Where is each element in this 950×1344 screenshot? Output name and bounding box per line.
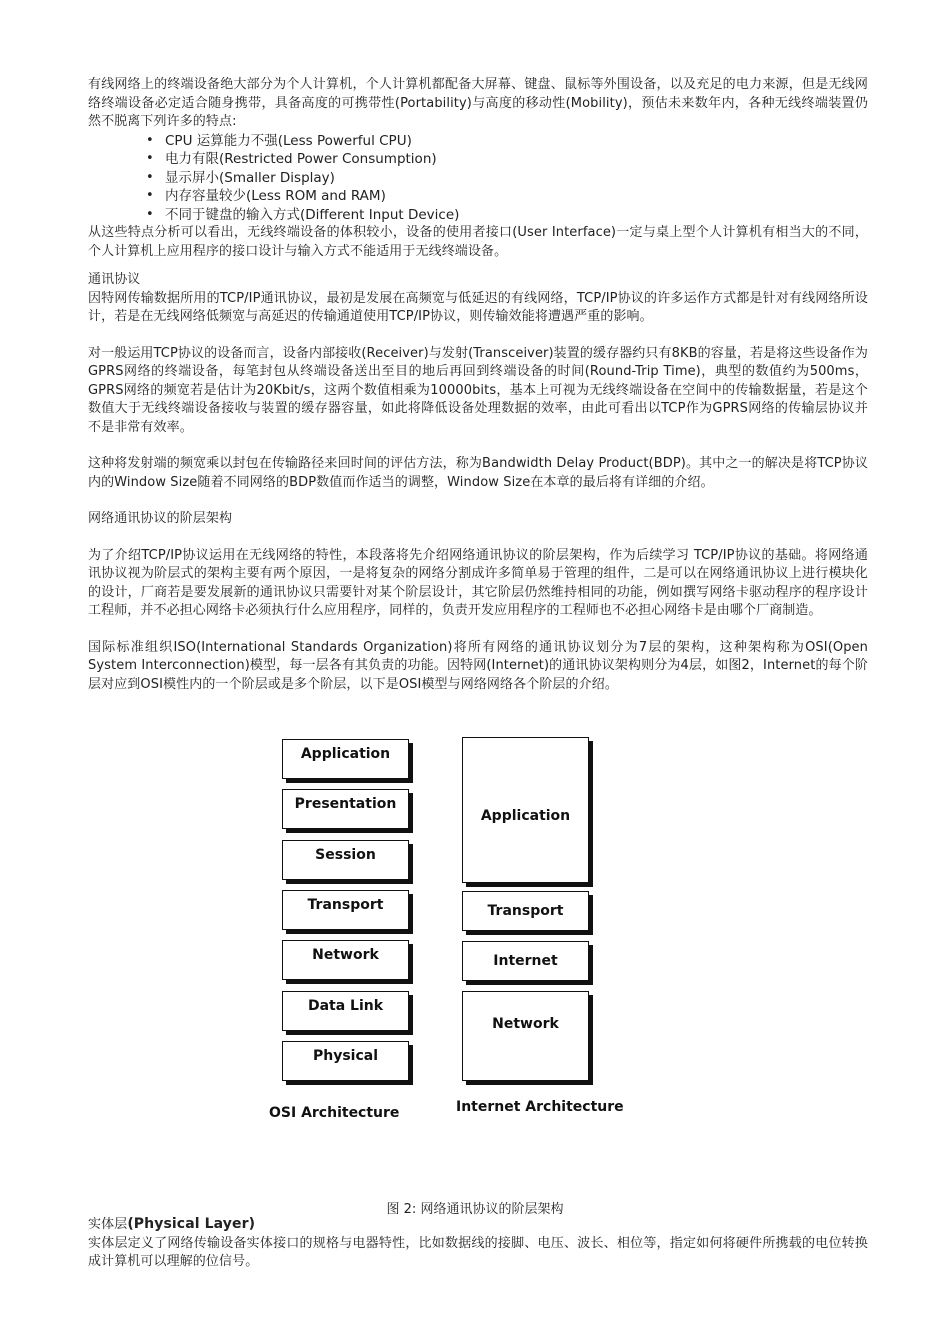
section-heading-protocol: 通讯协议	[88, 272, 141, 287]
feature-list	[88, 132, 868, 225]
intro-paragraph-2: 从这些特点分析可以看出，无线终端设备的体积较小，设备的使用者接口(User Interface)一定与桌上型个人计算机有相当大的不同，个人计算机上应用程序的接口设计与输入方式不能适用于无线终端设备。	[88, 225, 868, 259]
physical-paragraph-1: 实体层定义了网络传输设备实体接口的规格与电器特性，比如数据线的接脚、电压、波长、相位等，指定如何将硬件所携载的电位转换成计算机可以理解的位信号。	[88, 1235, 868, 1269]
internet-layer-box: Transport	[462, 891, 589, 931]
internet-architecture-label: Internet Architecture	[456, 1099, 624, 1115]
list-item: • 显示屏小(Smaller Display)	[165, 169, 868, 188]
osi-architecture-label: OSI Architecture	[269, 1105, 400, 1121]
intro-paragraph-1: 有线网络上的终端设备绝大部分为个人计算机，个人计算机都配备大屏幕、键盘、鼠标等外围设备，以及充足的电力来源，但是无线网络终端设备必定适合随身携带，具备高度的可携带性(Portability)与高度的移动性(Mobility)，预估未来数年内，各种无线终端装置仍然不脱离下列许多的特点:	[88, 77, 868, 129]
figure-caption: 图 2: 网络通讯协议的阶层架构	[386, 1202, 564, 1217]
internet-layer-box: Internet	[462, 941, 589, 981]
layers-paragraph-1: 为了介绍TCP/IP协议运用在无线网络的特性，本段落将先介绍网络通讯协议的阶层架构，作为后续学习 TCP/IP协议的基础。将网络通讯协议视为阶层式的架构主要有两个原因，一是将复杂的网络分割成许多简单易于管理的组件，二是可以在网络通讯协议上进行模块化的设计，厂商若是要发展新的通讯协议只需要针对某个阶层设计，其它阶层仍然维持相同的功能，例如撰写网络卡驱动程序的程序设计工程师，并不必担心网络卡必须执行什么应用程序，同样的，负责开发应用程序的工程师也不必担心网络卡是由哪个厂商制造。	[88, 547, 868, 618]
osi-layer-box: Network	[282, 940, 409, 980]
osi-layer-box: Session	[282, 840, 409, 880]
layers-paragraph-2: 国际标准组织ISO(International Standards Organization)将所有网络的通讯协议划分为7层的架构，这种架构称为OSI(Open System Interconnection)模型，每一层各有其负责的功能。因特网(Internet)的通讯协议架构则分为4层，如图2，Internet的每个阶层对应到OSI模性内的一个阶层或是多个阶层，以下是OSI模型与网络网络各个阶层的介绍。	[88, 639, 868, 692]
protocol-paragraph-2: 对一般运用TCP协议的设备而言，设备内部接收(Receiver)与发射(Transceiver)装置的缓存器约只有8KB的容量，若是将这些设备作为GPRS网络的终端设备，每笔封包从终端设备送出至目的地后再回到终端设备的时间(Round-Trip Time)，典型的数值约为500ms，GPRS网络的频宽若是估计为20Kbit/s，这两个数值相乘为10000bits，基本上可视为无线终端设备在空间中的传输数据量，若是这个数值大于无线终端设备接收与装置的缓存器容量，如此将降低设备处理数据的效率，由此可看出以TCP作为GPRS网络的传输层协议并不是非常有效率。	[88, 345, 868, 435]
osi-layer-box: Application	[282, 739, 409, 779]
list-item: • CPU 运算能力不强(Less Powerful CPU)	[165, 132, 868, 151]
list-item: • 电力有限(Restricted Power Consumption)	[165, 150, 868, 169]
osi-layer-box: Physical	[282, 1041, 409, 1081]
internet-layer-box: Application	[462, 737, 589, 883]
architecture-figure	[265, 733, 655, 1133]
list-item: • 不同于键盘的输入方式(Different Input Device)	[165, 206, 868, 225]
osi-layer-box: Data Link	[282, 991, 409, 1031]
list-item: • 内存容量较少(Less ROM and RAM)	[165, 187, 868, 206]
section-heading-physical: 实体层(Physical Layer)	[88, 1216, 256, 1232]
document-body	[88, 76, 868, 694]
osi-layer-box: Transport	[282, 890, 409, 930]
protocol-paragraph-3: 这种将发射端的频宽乘以封包在传输路径来回时间的评估方法，称为Bandwidth Delay Product(BDP)。其中之一的解决是将TCP协议内的Window Size随着不同网络的BDP数值而作适当的调整，Window Size在本章的最后将有详细的介绍。	[88, 456, 868, 490]
physical-layer-section	[88, 1215, 868, 1272]
internet-layer-box: Network	[462, 991, 589, 1081]
osi-layer-box: Presentation	[282, 789, 409, 829]
section-heading-layers: 网络通讯协议的阶层架构	[88, 511, 233, 526]
protocol-paragraph-1: 因特网传输数据所用的TCP/IP通讯协议，最初是发展在高频宽与低延迟的有线网络，TCP/IP协议的许多运作方式都是针对有线网络所设计，若是在无线网络低频宽与高延迟的传输通道使用TCP/IP协议，则传输效能将遭遇严重的影响。	[88, 290, 868, 324]
